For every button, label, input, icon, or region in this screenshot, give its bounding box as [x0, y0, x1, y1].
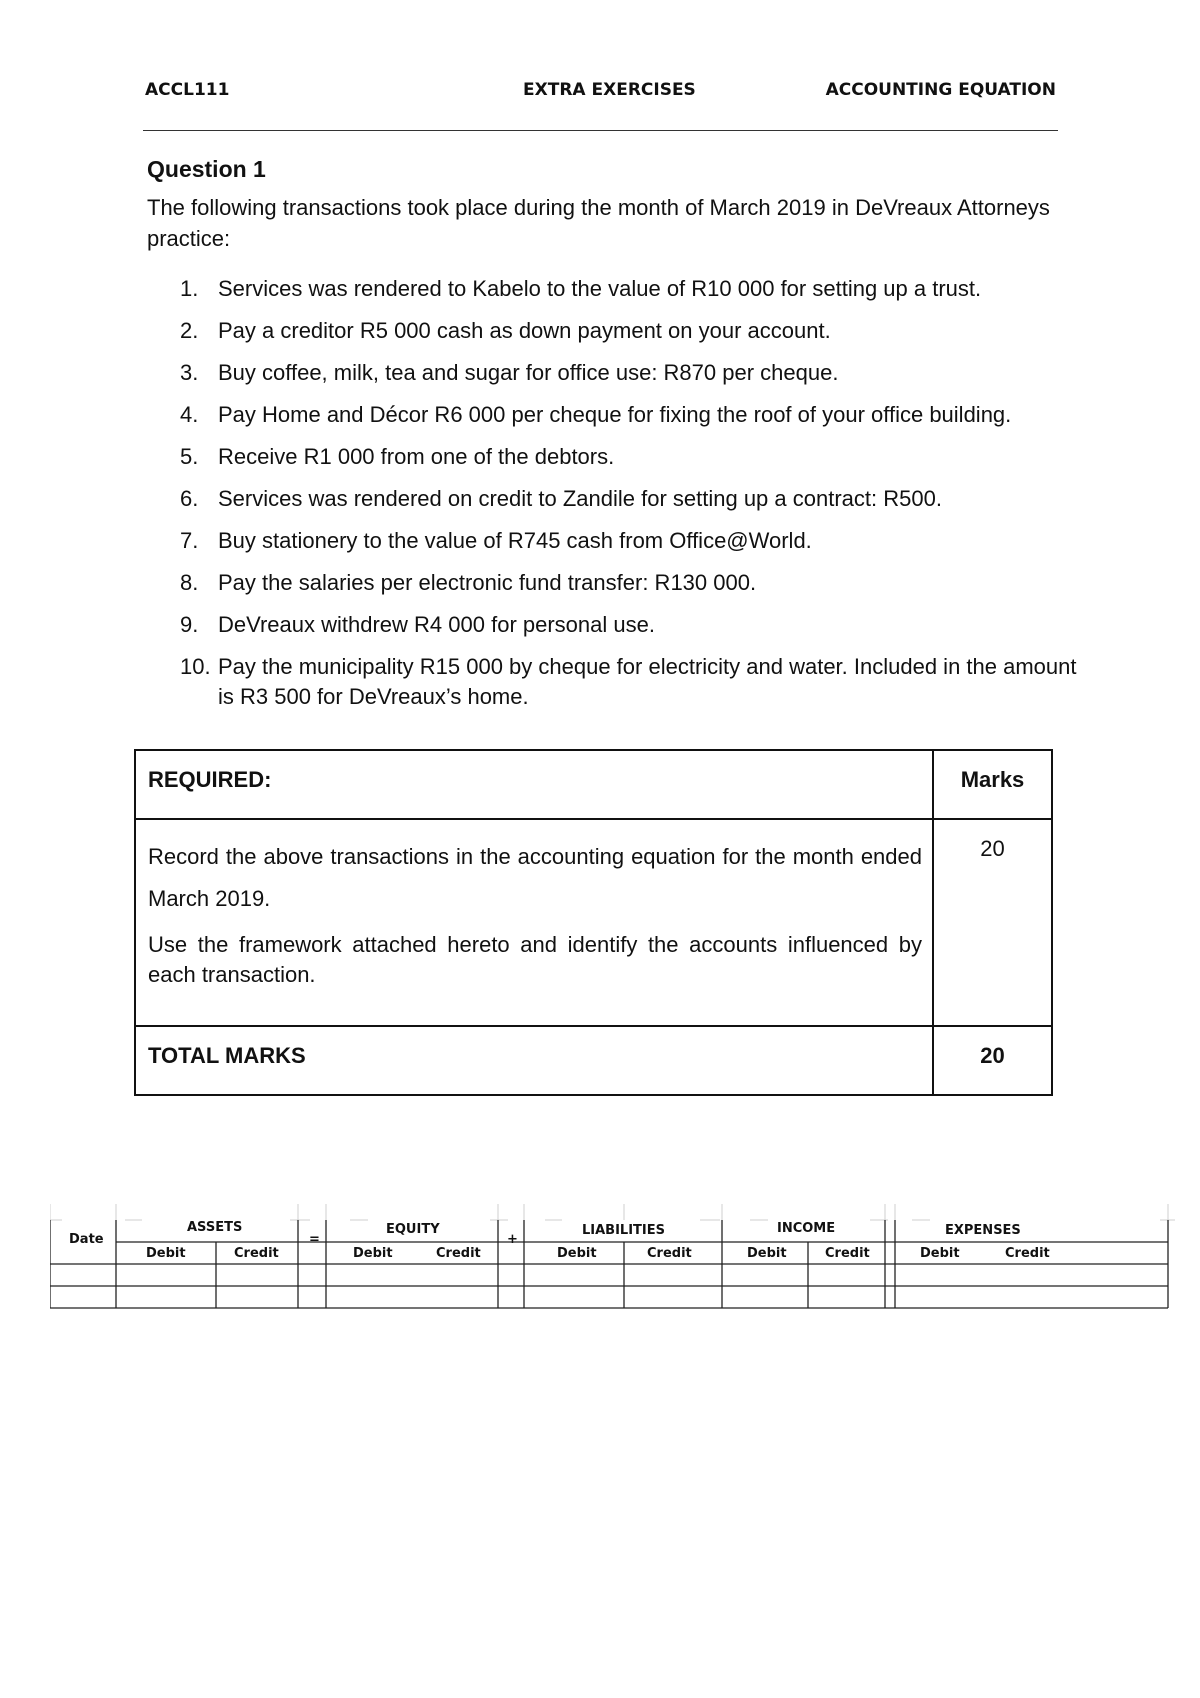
equals-sign: = [309, 1232, 320, 1247]
expenses-credit-header: Credit [1005, 1246, 1050, 1261]
plus-sign: + [507, 1232, 518, 1247]
transaction-item: 2. Pay a creditor R5 000 cash as down payment on your account. [180, 318, 831, 343]
total-value: 20 [980, 1043, 1005, 1068]
section-title: EXTRA EXERCISES [523, 80, 696, 100]
liabilities-debit-header: Debit [557, 1246, 597, 1261]
transaction-item: 8. Pay the salaries per electronic fund transfer: R130 000. [180, 570, 757, 595]
marks-label: Marks [960, 767, 1025, 792]
topic-title: ACCOUNTING EQUATION [825, 80, 1056, 100]
transaction-item: 6. Services was rendered on credit to Zandile for setting up a contract: R500. [180, 486, 942, 511]
instruction-text: Record the above transactions in the accounting equation for the month ended March 2019. [148, 844, 922, 911]
accounting-equation-framework [50, 1192, 1175, 1312]
page-header [145, 80, 1056, 102]
instruction-text: Use the framework attached hereto and identify the accounts influenced by each transaction. [148, 932, 922, 987]
transaction-item: 10. Pay the municipality R15 000 by cheque for electricity and water. Included in the amount is R3 500 for DeVreaux’s home. [180, 654, 1077, 709]
income-credit-header: Credit [825, 1246, 870, 1261]
assets-header: ASSETS [187, 1220, 243, 1235]
equity-debit-header: Debit [353, 1246, 393, 1261]
date-column-header: Date [69, 1232, 104, 1247]
transaction-item: 7. Buy stationery to the value of R745 cash from Office@World. [180, 528, 812, 553]
expenses-header: EXPENSES [945, 1223, 1021, 1238]
income-header: INCOME [777, 1221, 836, 1236]
header-divider [143, 130, 1058, 131]
question-title: Question 1 [147, 156, 266, 182]
transaction-item: 5. Receive R1 000 from one of the debtors. [180, 444, 615, 469]
total-value-cell [933, 1026, 1052, 1095]
liabilities-credit-header: Credit [647, 1246, 692, 1261]
expenses-debit-header: Debit [920, 1246, 960, 1261]
assets-debit-header: Debit [146, 1246, 186, 1261]
equity-header: EQUITY [386, 1222, 440, 1237]
course-code: ACCL111 [145, 80, 230, 100]
transaction-item: 9. DeVreaux withdrew R4 000 for personal use. [180, 612, 655, 637]
required-label: REQUIRED: [148, 767, 272, 792]
total-label-cell [135, 1026, 933, 1095]
required-heading-cell [135, 750, 933, 819]
transaction-item: 1. Services was rendered to Kabelo to the value of R10 000 for setting up a trust. [180, 276, 982, 301]
income-debit-header: Debit [747, 1246, 787, 1261]
required-table [134, 749, 1053, 1096]
transaction-item: 4. Pay Home and Décor R6 000 per cheque for fixing the roof of your office building. [180, 402, 1012, 427]
transaction-list [147, 268, 1097, 712]
total-label: TOTAL MARKS [148, 1043, 306, 1068]
equity-credit-header: Credit [436, 1246, 481, 1261]
liabilities-header: LIABILITIES [582, 1223, 665, 1238]
instructions-cell [135, 819, 933, 1026]
transaction-item: 3. Buy coffee, milk, tea and sugar for office use: R870 per cheque. [180, 360, 839, 385]
marks-value: 20 [933, 819, 1052, 1026]
assets-credit-header: Credit [234, 1246, 279, 1261]
marks-heading-cell [933, 750, 1052, 819]
question-intro: The following transactions took place during the month of March 2019 in DeVreaux Attorneys practice: [147, 195, 1050, 251]
